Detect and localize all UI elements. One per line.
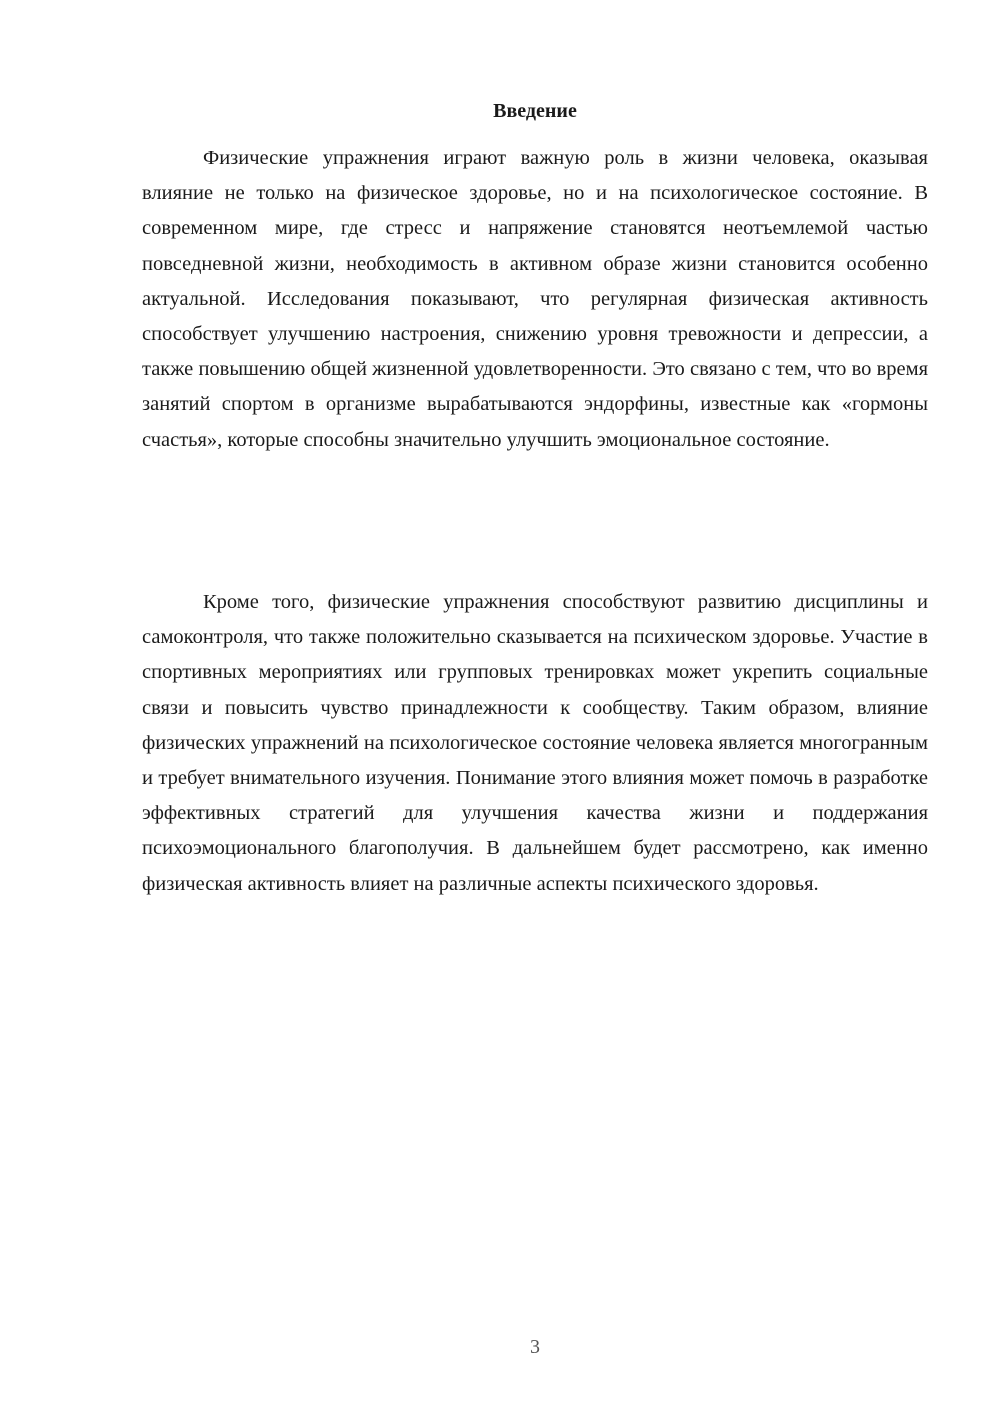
page-number: 3 [530, 1336, 540, 1358]
paragraph-1: Физические упражнения играют важную роль в жизни человека, оказывая влияние не только на физическое здоровье, но и на психологическое состояние. В современном мире, где стресс и напряжение становятся неотъемлемой частью повседневной жизни, необходимость в активном образе жизни становится особенно актуальной. Исследования показывают, что регулярная физическая активность способствует улучшению настроения, снижению уровня тревожности и депрессии, а также повышению общей жизненной удовлетворенности. Это связано с тем, что во время занятий спортом в организме вырабатываются эндорфины, известные как «гормоны счастья», которые способны значительно улучшить эмоциональное состояние. [142, 147, 928, 451]
section-heading: Введение [493, 100, 577, 122]
paragraph-2: Кроме того, физические упражнения способствуют развитию дисциплины и самоконтроля, что также положительно сказывается на психическом здоровье. Участие в спортивных мероприятиях или групповых тренировках может укрепить социальные связи и повысить чувство принадлежности к сообществу. Таким образом, влияние физических упражнений на психологическое состояние человека является многогранным и требует внимательного изучения. Понимание этого влияния может помочь в разработке эффективных стратегий для улучшения качества жизни и поддержания психоэмоционального благополучия. В дальнейшем будет рассмотрено, как именно физическая активность влияет на различные аспекты психического здоровья. [142, 591, 928, 895]
